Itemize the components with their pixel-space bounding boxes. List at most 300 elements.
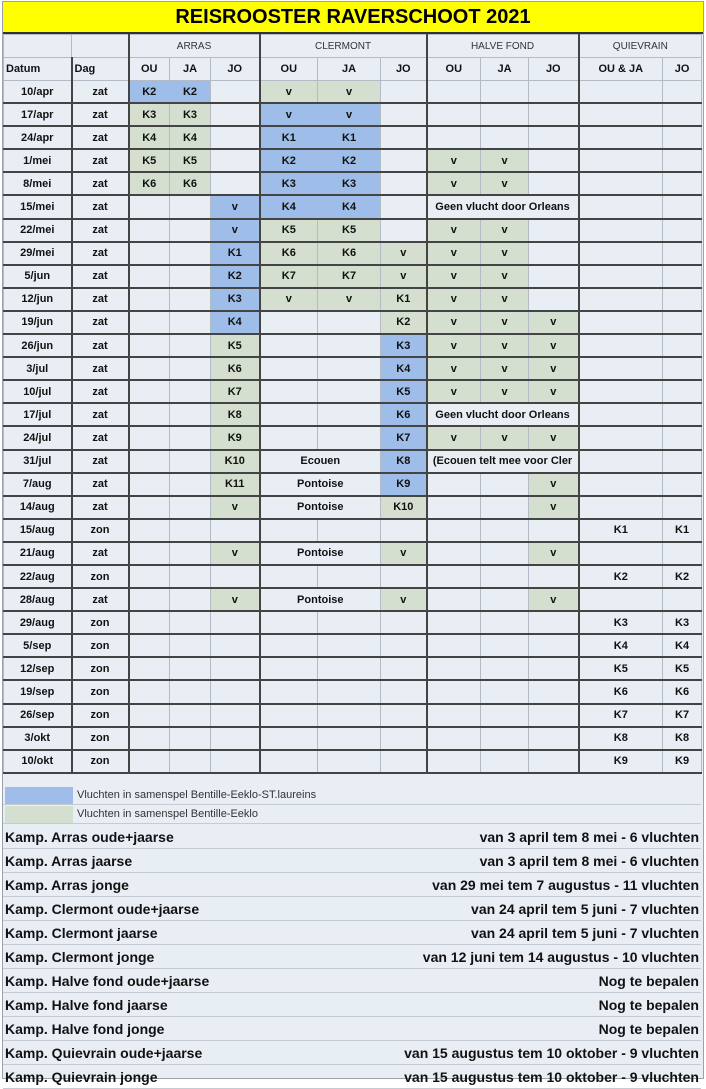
date-cell: 15/aug	[4, 519, 72, 542]
flight-cell: v	[427, 149, 481, 172]
flight-cell	[579, 195, 663, 218]
flight-cell	[381, 727, 427, 750]
flight-cell	[529, 126, 579, 149]
flight-cell	[211, 126, 260, 149]
flight-cell	[170, 565, 211, 588]
flight-cell	[663, 81, 702, 104]
clermont-note: Ecouen	[260, 450, 381, 473]
day-cell: zon	[72, 565, 129, 588]
day-cell: zon	[72, 750, 129, 773]
flight-cell	[170, 265, 211, 288]
flight-cell: K4	[663, 634, 702, 657]
flight-cell	[170, 219, 211, 242]
flight-cell	[318, 380, 381, 403]
flight-cell: K2	[260, 149, 318, 172]
flight-cell	[129, 611, 170, 634]
spreadsheet	[2, 1, 704, 1085]
date-cell: 28/aug	[4, 588, 72, 611]
championship-label: Kamp. Arras jaarse	[5, 852, 133, 869]
flight-cell	[260, 426, 318, 449]
flight-cell	[381, 126, 427, 149]
flight-cell	[170, 380, 211, 403]
flight-cell	[260, 565, 318, 588]
flight-cell: K2	[318, 149, 381, 172]
day-cell: zat	[72, 542, 129, 565]
championship-row	[3, 921, 701, 945]
flight-cell	[579, 380, 663, 403]
flight-cell	[211, 172, 260, 195]
date-cell: 29/aug	[4, 611, 72, 634]
flight-cell	[260, 519, 318, 542]
flight-cell: K3	[170, 103, 211, 126]
day-cell: zat	[72, 450, 129, 473]
championship-period: van 29 mei tem 7 augustus - 11 vluchten	[432, 876, 699, 893]
day-cell: zat	[72, 403, 129, 426]
flight-cell	[170, 242, 211, 265]
flight-cell	[663, 103, 702, 126]
date-cell: 10/apr	[4, 81, 72, 104]
flight-cell	[129, 565, 170, 588]
flight-cell	[427, 634, 481, 657]
flight-cell	[381, 634, 427, 657]
flight-cell	[211, 727, 260, 750]
flight-cell: K1	[579, 519, 663, 542]
flight-cell	[529, 288, 579, 311]
flight-cell	[211, 519, 260, 542]
col-dag: Dag	[72, 58, 129, 81]
flight-cell	[129, 380, 170, 403]
championship-row	[3, 897, 701, 921]
table-row	[4, 542, 702, 565]
day-cell: zat	[72, 357, 129, 380]
legend-text: Vluchten in samenspel Bentille-Eeklo	[77, 808, 258, 820]
flight-cell	[260, 727, 318, 750]
date-cell: 19/jun	[4, 311, 72, 334]
flight-cell: v	[529, 542, 579, 565]
flight-cell	[663, 288, 702, 311]
flight-cell	[170, 750, 211, 773]
flight-cell: K8	[579, 727, 663, 750]
legend-swatch-green	[5, 806, 73, 823]
date-cell: 12/jun	[4, 288, 72, 311]
col-clermont-ja: JA	[318, 58, 381, 81]
flight-cell	[579, 588, 663, 611]
flight-cell	[529, 519, 579, 542]
flight-cell	[170, 496, 211, 519]
table-row	[4, 496, 702, 519]
flight-cell	[129, 519, 170, 542]
flight-cell	[427, 496, 481, 519]
table-row	[4, 657, 702, 680]
flight-cell	[129, 242, 170, 265]
flight-cell	[529, 680, 579, 703]
flight-cell	[170, 519, 211, 542]
group-clermont: CLERMONT	[260, 35, 427, 58]
flight-cell	[318, 311, 381, 334]
flight-cell	[170, 634, 211, 657]
flight-cell	[663, 242, 702, 265]
flight-cell	[427, 727, 481, 750]
flight-cell: v	[481, 265, 529, 288]
flight-cell	[481, 611, 529, 634]
flight-cell	[663, 334, 702, 357]
flight-cell	[211, 704, 260, 727]
flight-cell: K10	[211, 450, 260, 473]
flight-cell: v	[481, 172, 529, 195]
flight-cell	[427, 611, 481, 634]
championship-row	[3, 873, 701, 897]
flight-cell: v	[260, 81, 318, 104]
table-row	[4, 103, 702, 126]
flight-cell	[381, 103, 427, 126]
flight-cell: K3	[663, 611, 702, 634]
championship-period: Nog te bepalen	[598, 996, 699, 1013]
flight-cell	[663, 450, 702, 473]
date-cell: 24/jul	[4, 426, 72, 449]
flight-cell	[481, 103, 529, 126]
flight-cell: K9	[381, 473, 427, 496]
flight-cell: K4	[211, 311, 260, 334]
flight-cell: K8	[211, 403, 260, 426]
flight-cell: v	[529, 473, 579, 496]
col-clermont-ou: OU	[260, 58, 318, 81]
date-cell: 15/mei	[4, 195, 72, 218]
flight-cell	[427, 588, 481, 611]
flight-cell	[129, 450, 170, 473]
flight-cell: v	[481, 380, 529, 403]
flight-cell	[129, 542, 170, 565]
flight-cell	[427, 126, 481, 149]
page-title: REISROOSTER RAVERSCHOOT 2021	[3, 2, 703, 34]
flight-cell	[663, 542, 702, 565]
flight-cell	[427, 103, 481, 126]
flight-cell	[211, 103, 260, 126]
flight-cell: K6	[579, 680, 663, 703]
flight-cell	[318, 334, 381, 357]
table-row	[4, 265, 702, 288]
flight-cell	[129, 334, 170, 357]
flight-cell: K2	[211, 265, 260, 288]
flight-cell	[579, 242, 663, 265]
flight-cell	[129, 704, 170, 727]
date-cell: 17/jul	[4, 403, 72, 426]
table-row	[4, 172, 702, 195]
flight-cell	[260, 750, 318, 773]
table-row	[4, 242, 702, 265]
flight-cell: K7	[211, 380, 260, 403]
flight-cell: K3	[260, 172, 318, 195]
flight-cell: v	[381, 242, 427, 265]
flight-cell: v	[318, 103, 381, 126]
flight-cell	[381, 565, 427, 588]
flight-cell	[579, 103, 663, 126]
day-cell: zat	[72, 426, 129, 449]
championship-period: van 15 augustus tem 10 oktober - 9 vluchten	[404, 1044, 699, 1061]
flight-cell: K4	[170, 126, 211, 149]
flight-cell	[579, 219, 663, 242]
flight-cell: v	[427, 311, 481, 334]
legend-item	[3, 786, 701, 805]
flight-cell	[427, 519, 481, 542]
flight-cell	[381, 219, 427, 242]
day-cell: zat	[72, 265, 129, 288]
flight-cell	[481, 588, 529, 611]
schedule-body	[4, 81, 702, 773]
day-cell: zon	[72, 727, 129, 750]
championship-label: Kamp. Arras oude+jaarse	[5, 828, 174, 845]
flight-cell: v	[260, 288, 318, 311]
flight-cell	[427, 542, 481, 565]
flight-cell	[211, 680, 260, 703]
date-cell: 10/jul	[4, 380, 72, 403]
championship-label: Kamp. Quievrain oude+jaarse	[5, 1044, 203, 1061]
flight-cell	[663, 496, 702, 519]
date-cell: 31/jul	[4, 450, 72, 473]
flight-cell	[529, 172, 579, 195]
flight-cell: K1	[663, 519, 702, 542]
day-cell: zat	[72, 219, 129, 242]
flight-cell	[381, 750, 427, 773]
flight-cell: v	[481, 149, 529, 172]
flight-cell	[529, 727, 579, 750]
flight-cell: v	[427, 334, 481, 357]
flight-cell	[170, 657, 211, 680]
flight-cell	[529, 219, 579, 242]
flight-cell	[579, 496, 663, 519]
flight-cell	[129, 473, 170, 496]
flight-cell	[260, 380, 318, 403]
flight-cell: v	[427, 357, 481, 380]
flight-cell	[170, 611, 211, 634]
flight-cell	[663, 380, 702, 403]
championship-period: van 3 april tem 8 mei - 6 vluchten	[479, 828, 699, 845]
flight-cell: v	[211, 588, 260, 611]
flight-cell: K6	[663, 680, 702, 703]
flight-cell	[481, 750, 529, 773]
flight-cell: v	[211, 195, 260, 218]
flight-cell	[260, 634, 318, 657]
flight-cell	[381, 81, 427, 104]
championship-label: Kamp. Halve fond jaarse	[5, 996, 168, 1013]
flight-cell: v	[427, 172, 481, 195]
table-row	[4, 195, 702, 218]
flight-cell	[318, 565, 381, 588]
date-cell: 22/aug	[4, 565, 72, 588]
table-row	[4, 288, 702, 311]
flight-cell	[663, 426, 702, 449]
flight-cell	[427, 750, 481, 773]
table-row	[4, 565, 702, 588]
flight-cell	[260, 357, 318, 380]
flight-cell	[529, 611, 579, 634]
table-row	[4, 403, 702, 426]
championship-label: Kamp. Halve fond oude+jaarse	[5, 972, 210, 989]
flight-cell: K3	[381, 334, 427, 357]
date-cell: 22/mei	[4, 219, 72, 242]
day-cell: zat	[72, 126, 129, 149]
flight-cell: K3	[211, 288, 260, 311]
championship-label: Kamp. Clermont jonge	[5, 948, 155, 965]
date-cell: 8/mei	[4, 172, 72, 195]
flight-cell: K1	[211, 242, 260, 265]
flight-cell: K6	[211, 357, 260, 380]
flight-cell: K2	[579, 565, 663, 588]
flight-cell: K4	[260, 195, 318, 218]
flight-cell	[260, 311, 318, 334]
day-cell: zon	[72, 519, 129, 542]
flight-cell: K8	[663, 727, 702, 750]
flight-cell: v	[427, 426, 481, 449]
flight-cell	[481, 680, 529, 703]
flight-cell	[170, 588, 211, 611]
date-cell: 24/apr	[4, 126, 72, 149]
flight-cell	[381, 172, 427, 195]
col-quievrain-jo: JO	[663, 58, 702, 81]
table-row	[4, 81, 702, 104]
table-row	[4, 126, 702, 149]
flight-cell	[579, 126, 663, 149]
championship-row	[3, 825, 701, 849]
flight-cell	[318, 680, 381, 703]
flight-cell	[211, 657, 260, 680]
table-row	[4, 727, 702, 750]
flight-cell	[579, 357, 663, 380]
championship-list	[3, 825, 701, 1089]
flight-cell	[170, 426, 211, 449]
day-cell: zat	[72, 195, 129, 218]
flight-cell: v	[318, 81, 381, 104]
flight-cell: K7	[579, 704, 663, 727]
flight-cell	[579, 172, 663, 195]
flight-cell: K6	[170, 172, 211, 195]
flight-cell	[129, 727, 170, 750]
day-cell: zon	[72, 634, 129, 657]
flight-cell	[381, 657, 427, 680]
flight-cell: K9	[579, 750, 663, 773]
day-cell: zat	[72, 81, 129, 104]
flight-cell: v	[427, 242, 481, 265]
flight-cell: K2	[170, 81, 211, 104]
flight-cell: v	[529, 380, 579, 403]
flight-cell	[579, 542, 663, 565]
flight-cell: v	[481, 288, 529, 311]
flight-cell: v	[481, 426, 529, 449]
flight-cell: K6	[381, 403, 427, 426]
championship-row	[3, 1041, 701, 1065]
flight-cell	[260, 334, 318, 357]
flight-cell	[481, 542, 529, 565]
day-cell: zat	[72, 242, 129, 265]
flight-cell: K2	[129, 81, 170, 104]
flight-cell	[170, 288, 211, 311]
championship-row	[3, 849, 701, 873]
flight-cell: v	[211, 542, 260, 565]
flight-cell	[529, 242, 579, 265]
flight-cell	[427, 680, 481, 703]
championship-label: Kamp. Quievrain jonge	[5, 1068, 158, 1085]
flight-cell	[663, 588, 702, 611]
day-cell: zat	[72, 103, 129, 126]
date-cell: 29/mei	[4, 242, 72, 265]
flight-cell	[529, 657, 579, 680]
flight-cell	[318, 727, 381, 750]
col-arras-jo: JO	[211, 58, 260, 81]
championship-label: Kamp. Clermont oude+jaarse	[5, 900, 200, 917]
date-cell: 3/okt	[4, 727, 72, 750]
championship-label: Kamp. Halve fond jonge	[5, 1020, 165, 1037]
col-halvefond-ou: OU	[427, 58, 481, 81]
championship-row	[3, 969, 701, 993]
day-cell: zat	[72, 473, 129, 496]
flight-cell: K9	[211, 426, 260, 449]
day-cell: zat	[72, 172, 129, 195]
flight-cell	[427, 657, 481, 680]
flight-cell: K5	[579, 657, 663, 680]
flight-cell: v	[529, 311, 579, 334]
flight-cell: K5	[170, 149, 211, 172]
flight-cell	[211, 565, 260, 588]
flight-cell	[170, 311, 211, 334]
clermont-note: Pontoise	[260, 473, 381, 496]
flight-cell	[663, 403, 702, 426]
flight-cell: K7	[663, 704, 702, 727]
table-row	[4, 704, 702, 727]
flight-cell	[129, 750, 170, 773]
flight-cell	[129, 496, 170, 519]
flight-cell	[663, 265, 702, 288]
flight-cell: K9	[663, 750, 702, 773]
table-row	[4, 473, 702, 496]
flight-cell	[663, 311, 702, 334]
flight-cell: K4	[318, 195, 381, 218]
championship-row	[3, 1017, 701, 1041]
flight-cell: K2	[663, 565, 702, 588]
day-cell: zat	[72, 380, 129, 403]
flight-cell	[579, 403, 663, 426]
flight-cell	[529, 81, 579, 104]
flight-cell	[381, 519, 427, 542]
flight-cell	[481, 519, 529, 542]
flight-cell: K5	[318, 219, 381, 242]
flight-cell: v	[427, 288, 481, 311]
table-row	[4, 149, 702, 172]
flight-cell	[381, 704, 427, 727]
flight-cell	[170, 195, 211, 218]
flight-cell	[579, 149, 663, 172]
flight-cell	[170, 334, 211, 357]
flight-cell: v	[381, 542, 427, 565]
championship-period: Nog te bepalen	[598, 1020, 699, 1037]
table-row	[4, 588, 702, 611]
group-header-row	[4, 35, 702, 58]
flight-cell: K4	[381, 357, 427, 380]
day-cell: zon	[72, 680, 129, 703]
flight-cell	[318, 634, 381, 657]
flight-cell	[481, 704, 529, 727]
flight-cell: K8	[381, 450, 427, 473]
flight-cell	[170, 704, 211, 727]
clermont-note: Pontoise	[260, 496, 381, 519]
table-row	[4, 634, 702, 657]
flight-cell	[529, 634, 579, 657]
flight-cell: K4	[129, 126, 170, 149]
flight-cell	[170, 450, 211, 473]
clermont-note: Pontoise	[260, 588, 381, 611]
date-cell: 7/aug	[4, 473, 72, 496]
flight-cell: v	[481, 357, 529, 380]
flight-cell: v	[318, 288, 381, 311]
flight-cell: v	[529, 496, 579, 519]
